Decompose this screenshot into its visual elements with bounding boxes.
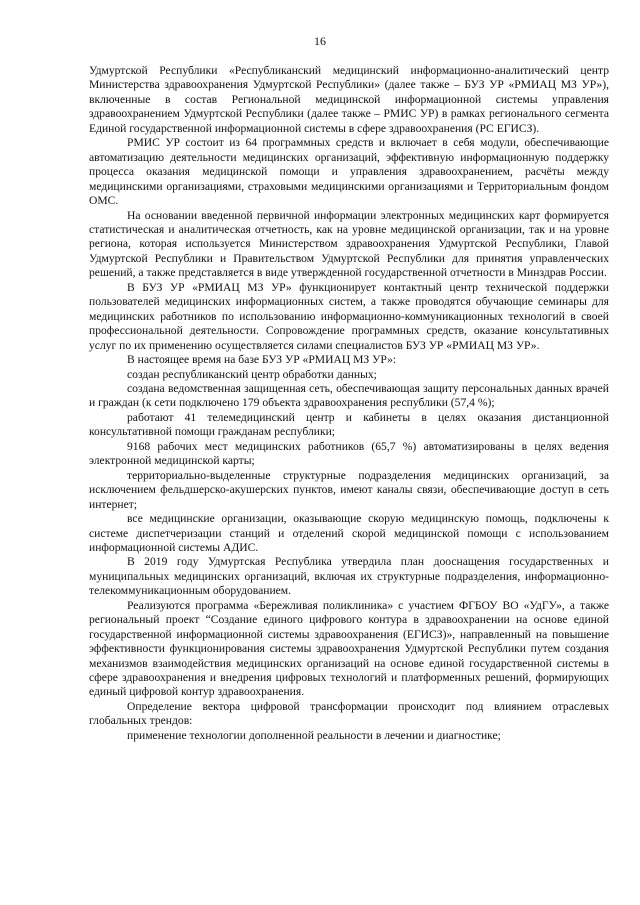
list-item-secure-network: создана ведомственная защищенная сеть, обеспечивающая защиту персональных данных врачей и граждан (к сети подключено 179 объекта здравоохранения республики (57,4 %);: [89, 381, 609, 410]
paragraph-trends-intro: Определение вектора цифровой трансформации происходит под влиянием отраслевых глобальных трендов:: [89, 699, 609, 728]
paragraph-current-status: В настоящее время на базе БУЗ УР «РМИАЦ МЗ УР»:: [127, 353, 397, 367]
page-number: 16: [314, 34, 326, 48]
list-item-data-center: создан республиканский центр обработки данных;: [127, 367, 377, 381]
paragraph-intro-continuation: Удмуртской Республики «Республиканский медицинский информационно-аналитический центр Министерства здравоохранения Удмуртской Республики» (далее также – БУЗ УР «РМИАЦ МЗ УР»), включенные в состав Региональной медицинской информационной системы управления здравоохранением Удмуртской Республики (далее также – РМИС УР) в рамках регионального сегмента Единой государственной информационной системы в сфере здравоохранения (РС ЕГИСЗ).: [89, 64, 609, 135]
list-item-internet-access: территориально-выделенные структурные подразделения медицинских организаций, за исключением фельдшерско-акушерских пунктов, имеют каналы связи, обеспечивающие доступ в сеть интернет;: [89, 468, 609, 511]
paragraph-equipment-plan: В 2019 году Удмуртская Республика утвердила план дооснащения государственных и муниципальных медицинских организаций, включая их структурные подразделения, информационно-телекоммуникационным оборудованием.: [89, 555, 609, 598]
list-item-augmented-reality: применение технологии дополненной реальности в лечении и диагностике;: [127, 728, 501, 742]
paragraph-reporting: На основании введенной первичной информации электронных медицинских карт формируется статистическая и аналитическая отчетность, как на уровне медицинской организации, так и на уровне региона, которая используется Министерством здравоохранения Удмуртской Республики, Главой Удмуртской Республики и Правительством Удмуртской Республики для принятия управленческих решений, а также представляется в виде утвержденной государственной отчетности в Минздрав России.: [89, 208, 609, 280]
paragraph-programs: Реализуются программа «Бережливая поликлиника» с участием ФГБОУ ВО «УдГУ», а также региональный проект “Создание единого цифрового контура в здравоохранении на основе единой государственной информационной системы здравоохранения (ЕГИСЗ)», направленный на повышение эффективности функционирования системы здравоохранения Удмуртской Республики путем создания механизмов взаимодействия медицинских организаций на основе единой государственной системы в сфере здравоохранения и внедрения цифровых технологий и платформенных решений, формирующих единый цифровой контур здравоохранения.: [89, 598, 609, 699]
list-item-workstations: 9168 рабочих мест медицинских работников (65,7 %) автоматизированы в целях ведения электронной медицинской карты;: [89, 439, 609, 468]
list-item-emergency-dispatch: все медицинские организации, оказывающие скорую медицинскую помощь, подключены к системе диспетчеризации станций и отделений скорой медицинской помощи с использованием информационной системы АДИС.: [89, 512, 609, 554]
document-body: [89, 64, 609, 743]
paragraph-support-center: В БУЗ УР «РМИАЦ МЗ УР» функционирует контактный центр технической поддержки пользователей медицинских информационных систем, а также проводятся обучающие семинары для медицинских работников по использованию информационно-коммуникационных технологий в своей профессиональной деятельности. Сопровождение программных средств, оказание консультативных услуг по их применению осуществляется силами специалистов БУЗ УР «РМИАЦ МЗ УР».: [89, 280, 609, 352]
list-item-telemedicine: работают 41 телемедицинский центр и кабинеты в целях оказания дистанционной консультативной помощи гражданам республики;: [89, 410, 609, 439]
paragraph-rmis-composition: РМИС УР состоит из 64 программных средств и включает в себя модули, обеспечивающие автоматизацию деятельности медицинских организаций, эффективную информационную поддержку процесса оказания медицинской помощи и управления здравоохранением, расчёты между медицинскими организациями, страховыми медицинскими организациями и Территориальным фондом ОМС.: [89, 136, 609, 208]
